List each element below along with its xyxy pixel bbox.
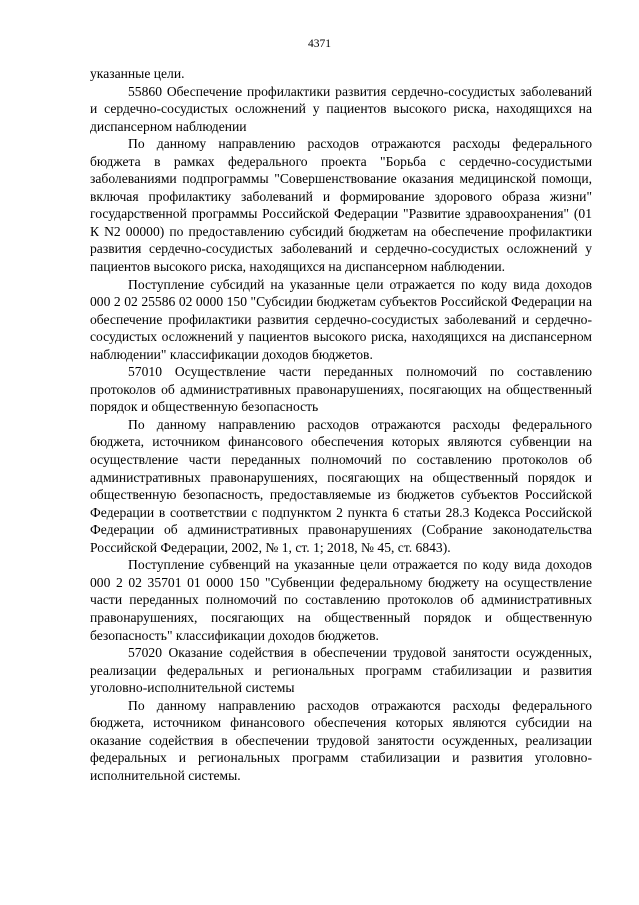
section-heading-55860: 55860 Обеспечение профилактики развития сердечно-сосудистых заболеваний и сердечно-сосудистых осложнений у пациентов высокого риска, находящихся на диспансерном наблюдении	[90, 83, 592, 134]
paragraph-57010-revenue: Поступление субвенций на указанные цели отражается по коду вида доходов 000 2 02 35701 01 0000 150 "Субвенции федеральному бюджету на осуществление части переданных полномочий по составлению протоколов об административных правонарушениях, посягающих на общественный порядок и общественную безопасность" классификации доходов бюджетов.	[90, 557, 592, 643]
paragraph-57010-expenses: По данному направлению расходов отражаются расходы федерального бюджета, источником финансового обеспечения которых являются субвенции на осуществление части переданных полномочий по составлению протоколов об административных правонарушениях, посягающих на общественный порядок и общественную безопасность, предоставляемые из бюджетов субъектов Российской Федерации в соответствии с подпунктом 2 пункта 6 статьи 28.3 Кодекса Российской Федерации об административных правонарушениях (Собрание законодательства Российской Федерации, 2002, № 1, ст. 1; 2018, № 45, ст. 6843).	[90, 416, 592, 555]
section-heading-57020: 57020 Оказание содействия в обеспечении трудовой занятости осужденных, реализации федеральных и региональных программ стабилизации и развития уголовно-исполнительной системы	[90, 645, 592, 696]
paragraph-continuation: указанные цели.	[90, 66, 185, 81]
document-body	[90, 65, 592, 784]
paragraph-57020-expenses: По данному направлению расходов отражаются расходы федерального бюджета, источником финансового обеспечения которых являются субсидии на оказание содействия в обеспечении трудовой занятости осужденных, реализации федеральных и региональных программ стабилизации и развития уголовно-исполнительной системы.	[90, 697, 592, 783]
section-heading-57010: 57010 Осуществление части переданных полномочий по составлению протоколов об административных правонарушениях, посягающих на общественный порядок и общественную безопасность	[90, 364, 592, 415]
paragraph-55860-revenue: Поступление субсидий на указанные цели отражается по коду вида доходов 000 2 02 25586 02 0000 150 "Субсидии бюджетам субъектов Российской Федерации на обеспечение профилактики развития сердечно-сосудистых заболеваний и сердечно-сосудистых осложнений у пациентов высокого риска, находящихся на диспансерном наблюдении" классификации доходов бюджетов.	[90, 276, 592, 362]
paragraph-55860-expenses: По данному направлению расходов отражаются расходы федерального бюджета в рамках федерального проекта "Борьба с сердечно-сосудистыми заболеваниями подпрограммы "Совершенствование оказания медицинской помощи, включая профилактику заболеваний и формирование здорового образа жизни" государственной программы Российской Федерации "Развитие здравоохранения" (01 К N2 00000) по предоставлению субсидий бюджетам на обеспечение профилактики развития сердечно-сосудистых заболеваний и сердечно-сосудистых осложнений у пациентов высокого риска, находящихся на диспансерном наблюдении.	[90, 136, 592, 275]
page-number: 4371	[308, 38, 331, 50]
